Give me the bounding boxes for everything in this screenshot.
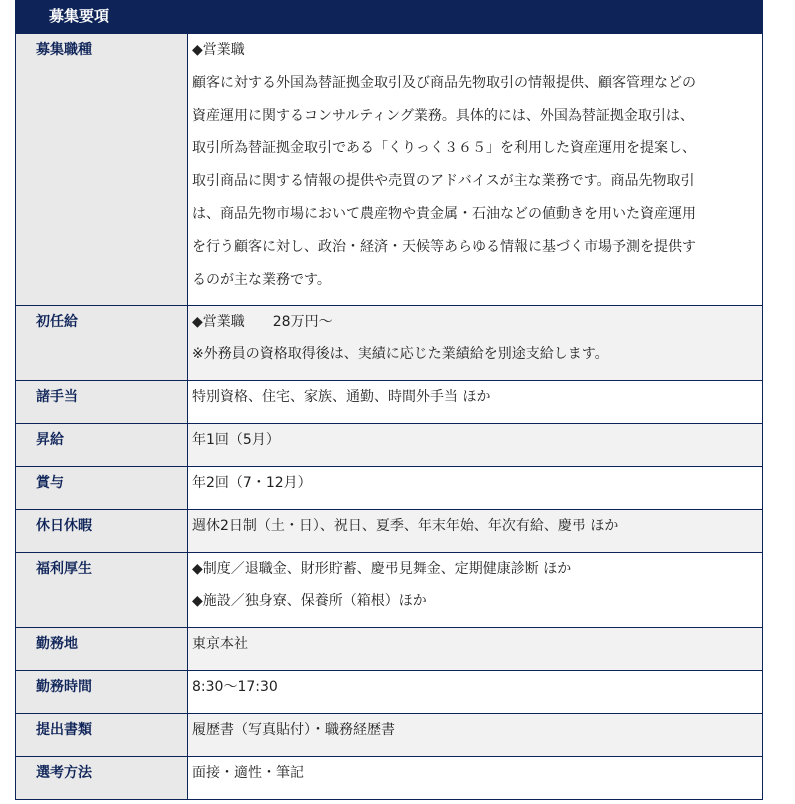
row-label: 勤務時間 (16, 670, 188, 713)
table-row (16, 34, 763, 305)
row-value (188, 34, 763, 305)
row-value (188, 423, 763, 466)
row-value (188, 756, 763, 799)
value-line: 取引商品に関する情報の提供や売買のアドバイスが主な業務です。商品先物取引 (192, 173, 695, 190)
table-row (16, 627, 763, 670)
requirements-table (15, 34, 763, 800)
table-row (16, 466, 763, 509)
value-line: を行う顧客に対し、政治・経済・天候等あらゆる情報に基づく市場予測を提供す (192, 238, 696, 255)
row-label: 諸手当 (16, 380, 188, 423)
table-row (16, 380, 763, 423)
value-line: 履歴書（写真貼付）・職務経歴書 (192, 721, 395, 738)
value-line: 8:30～17:30 (192, 678, 278, 695)
value-line: ◆営業職 (192, 42, 245, 58)
table-row (16, 305, 763, 380)
table-row (16, 670, 763, 713)
value-line: 年2回（7・12月） (192, 474, 312, 491)
row-value (188, 713, 763, 756)
value-line: 資産運用に関するコンサルティング業務。具体的には、外国為替証拠金取引は、 (192, 107, 694, 124)
value-line: 年1回（5月） (192, 431, 280, 448)
value-line: は、商品先物市場において農産物や貴金属・石油などの値動きを用いた資産運用 (192, 205, 696, 222)
row-value (188, 627, 763, 670)
row-label: 休日休暇 (16, 509, 188, 552)
row-value (188, 380, 763, 423)
row-value (188, 670, 763, 713)
row-label: 賞与 (16, 466, 188, 509)
table-row (16, 756, 763, 799)
row-value (188, 509, 763, 552)
value-line: 面接・適性・筆記 (192, 764, 304, 781)
row-value (188, 305, 763, 380)
value-line: 顧客に対する外国為替証拠金取引及び商品先物取引の情報提供、顧客管理などの (192, 74, 696, 91)
table-row (16, 423, 763, 466)
value-line: 取引所為替証拠金取引である「くりっく３６５」を利用した資産運用を提案し、 (192, 140, 696, 157)
row-value (188, 466, 763, 509)
value-line: ◆制度／退職金、財形貯蓄、慶弔見舞金、定期健康診断 ほか (192, 560, 572, 577)
row-label: 福利厚生 (16, 552, 188, 627)
row-label: 勤務地 (16, 627, 188, 670)
row-label: 選考方法 (16, 756, 188, 799)
value-line: 週休2日制（土・日）、祝日、夏季、年末年始、年次有給、慶弔 ほか (192, 517, 619, 534)
value-line: るのが主な業務です。 (192, 271, 331, 288)
row-label: 昇給 (16, 423, 188, 466)
recruitment-panel (15, 0, 763, 800)
row-value (188, 552, 763, 627)
table-row (16, 713, 763, 756)
value-line: ◆施設／独身寮、保養所（箱根）ほか (192, 593, 427, 610)
value-line: 東京本社 (192, 635, 248, 652)
value-line: ※外務員の資格取得後は、実績に応じた業績給を別途支給します。 (192, 346, 609, 363)
value-line: 特別資格、住宅、家族、通勤、時間外手当 ほか (192, 388, 491, 405)
table-row (16, 509, 763, 552)
row-label: 初任給 (16, 305, 188, 380)
table-row (16, 552, 763, 627)
row-label: 提出書類 (16, 713, 188, 756)
section-title: 募集要項 (15, 0, 763, 34)
row-label: 募集職種 (16, 34, 188, 305)
value-line: ◆営業職 28万円～ (192, 313, 333, 330)
